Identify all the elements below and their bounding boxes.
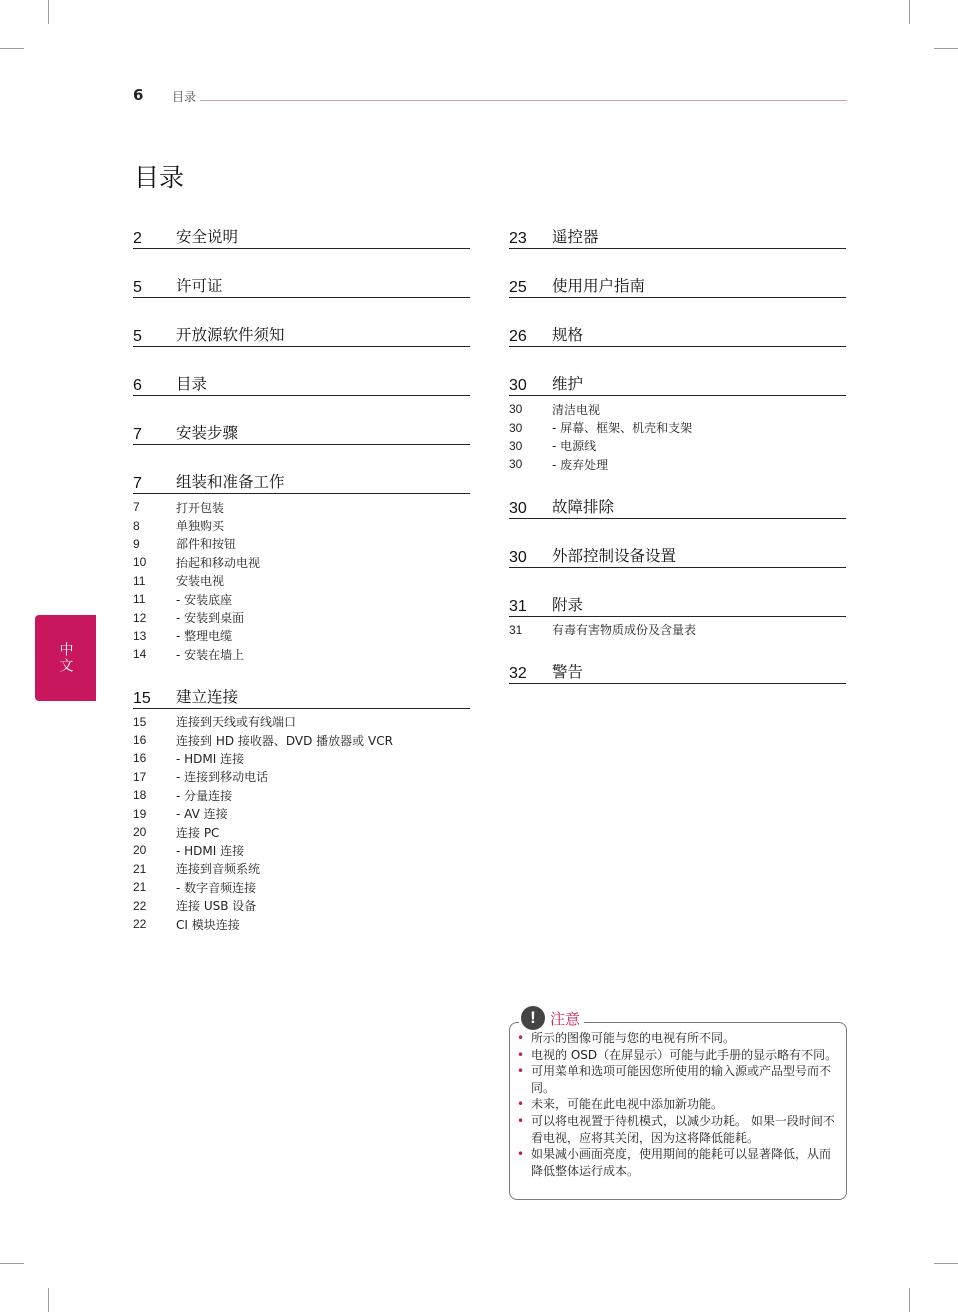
toc-sub-page: 17 <box>133 769 147 784</box>
crop-mark <box>0 1263 24 1264</box>
toc-heading-page: 30 <box>509 548 527 566</box>
toc-sub-title: - 整理电缆 <box>176 629 233 644</box>
note-item-text: 未来，可能在此电视中添加新功能。 <box>531 1097 724 1112</box>
toc-heading-title: 警告 <box>552 662 584 681</box>
toc-sub-item[interactable] <box>133 768 470 786</box>
toc-heading-title: 维护 <box>552 375 584 393</box>
toc-section <box>133 320 470 347</box>
toc-sub-page: 7 <box>133 500 140 515</box>
toc-heading[interactable] <box>509 590 846 617</box>
toc-sub-page: 10 <box>133 555 147 570</box>
toc-section <box>133 467 470 664</box>
language-side-tab-label: 中文 <box>57 642 74 674</box>
toc-sub-title: 抬起和移动电视 <box>176 555 261 570</box>
toc-section <box>133 369 470 396</box>
toc-heading-page: 31 <box>509 597 527 615</box>
note-item <box>516 1047 838 1064</box>
bullet-icon: • <box>517 1147 525 1162</box>
bullet-icon: • <box>517 1097 525 1112</box>
toc-sub-page: 16 <box>133 751 147 766</box>
toc-sub-page: 30 <box>509 457 523 472</box>
toc-section <box>133 682 470 934</box>
toc-heading-page: 6 <box>133 377 142 394</box>
toc-heading[interactable] <box>509 320 846 347</box>
toc-sub-list <box>133 713 470 934</box>
toc-heading[interactable] <box>509 492 846 519</box>
toc-section <box>509 222 846 249</box>
toc-sub-page: 8 <box>133 518 140 533</box>
toc-sub-item[interactable] <box>133 731 470 749</box>
toc-sub-item[interactable] <box>133 878 470 896</box>
toc-sub-title: - 安装在墙上 <box>176 647 245 662</box>
toc-sub-item[interactable] <box>133 590 470 608</box>
toc-sub-page: 31 <box>509 622 523 637</box>
toc-heading-page: 5 <box>133 328 142 345</box>
toc-heading[interactable] <box>133 369 470 396</box>
crop-mark <box>934 1263 958 1264</box>
toc-sub-page: 22 <box>133 917 147 931</box>
toc-heading[interactable] <box>133 320 470 347</box>
toc-heading-title: 附录 <box>552 595 584 614</box>
note-item-text: 电视的 OSD（在屏显示）可能与此手册的显示略有不同。 <box>531 1047 838 1062</box>
toc-heading-title: 外部控制设备设置 <box>552 546 677 565</box>
toc-sub-item[interactable] <box>133 516 470 534</box>
toc-heading[interactable] <box>133 682 470 709</box>
exclamation-icon: ! <box>521 1006 545 1030</box>
toc-sub-page: 16 <box>133 733 147 748</box>
toc-heading-page: 2 <box>133 230 142 247</box>
toc-sub-title: - HDMI 连接 <box>176 751 245 766</box>
note-item <box>516 1113 838 1146</box>
toc-section <box>509 590 846 639</box>
toc-sub-item[interactable] <box>133 553 470 571</box>
toc-heading-page: 23 <box>509 230 527 247</box>
toc-heading-title: 故障排除 <box>552 497 615 516</box>
toc-sub-title: 连接 USB 设备 <box>176 899 257 914</box>
toc-sub-title: - AV 连接 <box>176 807 228 822</box>
toc-sub-title: 有毒有害物质成份及含量表 <box>552 623 697 638</box>
toc-sub-title: 单独购买 <box>176 519 225 534</box>
toc-sub-page: 13 <box>133 628 147 643</box>
toc-heading-page: 5 <box>133 279 142 296</box>
toc-sub-title: - 电源线 <box>552 439 597 454</box>
toc-heading[interactable] <box>509 657 846 684</box>
toc-sub-item[interactable] <box>509 437 846 455</box>
toc-heading-title: 遥控器 <box>552 228 599 246</box>
toc-sub-title: 连接到音频系统 <box>176 862 261 877</box>
toc-heading[interactable] <box>133 222 470 249</box>
toc-sub-title: - 安装底座 <box>176 592 233 607</box>
toc-sub-item[interactable] <box>133 627 470 645</box>
toc-sub-item[interactable] <box>133 860 470 878</box>
toc-sub-item[interactable] <box>133 645 470 663</box>
toc-sub-page: 19 <box>133 806 147 821</box>
toc-sub-item[interactable] <box>133 572 470 590</box>
toc-sub-item[interactable] <box>509 400 846 418</box>
toc-sub-item[interactable] <box>133 823 470 841</box>
toc-sub-title: 部件和按钮 <box>176 537 237 552</box>
toc-heading[interactable] <box>509 271 846 298</box>
toc-sub-list <box>509 400 846 474</box>
toc-sub-page: 11 <box>133 573 146 588</box>
toc-heading[interactable] <box>509 222 846 249</box>
header-section-label: 目录 <box>172 90 197 104</box>
toc-sub-title: 清洁电视 <box>552 402 601 417</box>
bullet-icon: • <box>517 1047 525 1062</box>
toc-heading[interactable] <box>509 369 846 396</box>
note-title: 注意 <box>550 1009 581 1028</box>
toc-heading-title: 使用用户指南 <box>552 277 646 295</box>
crop-mark <box>48 0 49 24</box>
toc-sub-item[interactable] <box>509 455 846 473</box>
toc-sub-title: - 屏幕、框架、机壳和支架 <box>552 421 693 436</box>
toc-sub-item[interactable] <box>133 896 470 914</box>
toc-heading-title: 许可证 <box>176 277 223 295</box>
bullet-icon: • <box>517 1113 525 1128</box>
toc-section <box>133 271 470 298</box>
toc-heading-title: 建立连接 <box>176 687 239 706</box>
toc-sub-title: - HDMI 连接 <box>176 843 245 858</box>
crop-mark <box>0 48 24 49</box>
note-item-text: 所示的图像可能与您的电视有所不同。 <box>531 1031 736 1045</box>
toc-sub-page: 21 <box>133 861 147 876</box>
toc-sub-page: 21 <box>133 880 147 895</box>
toc-heading-page: 7 <box>133 475 142 492</box>
toc-sub-item[interactable] <box>133 749 470 767</box>
toc-section <box>509 271 846 298</box>
toc-section <box>509 492 846 519</box>
toc-sub-page: 30 <box>509 420 523 435</box>
crop-mark <box>909 0 910 24</box>
toc-heading-page: 7 <box>133 426 142 443</box>
toc-heading-page: 25 <box>509 279 527 296</box>
note-list <box>516 1030 838 1179</box>
toc-sub-page: 9 <box>133 536 140 551</box>
toc-sub-page: 18 <box>133 788 147 803</box>
bullet-icon: • <box>517 1031 525 1045</box>
toc-sub-title: - 废弃处理 <box>552 457 609 472</box>
header-page-number: 6 <box>133 86 144 104</box>
toc-sub-page: 20 <box>133 843 147 858</box>
toc-sub-title: - 连接到移动电话 <box>176 770 269 785</box>
toc-heading-title: 目录 <box>176 375 208 393</box>
toc-heading-page: 15 <box>133 689 151 707</box>
toc-sub-title: 连接到天线或有线端口 <box>176 715 297 730</box>
toc-sub-item[interactable] <box>133 786 470 804</box>
toc-sub-page: 12 <box>133 610 147 625</box>
toc-sub-page: 15 <box>133 714 147 729</box>
toc-sub-item[interactable] <box>133 841 470 859</box>
toc-heading[interactable] <box>133 418 470 445</box>
toc-section <box>509 657 846 684</box>
toc-sub-title: - 分量连接 <box>176 788 233 803</box>
note-item <box>516 1146 838 1179</box>
toc-heading-title: 组装和准备工作 <box>176 473 285 491</box>
toc-sub-title: - 数字音频连接 <box>176 880 257 895</box>
note-item <box>516 1063 838 1096</box>
toc-sub-title: 连接到 HD 接收器、DVD 播放器或 VCR <box>176 733 393 748</box>
toc-heading-title: 安装步骤 <box>176 424 239 442</box>
note-item-text: 如果减小画面亮度，使用期间的能耗可以显著降低，从而降低整体运行成本。 <box>531 1147 832 1178</box>
toc-sub-page: 22 <box>133 898 147 913</box>
page-title: 目录 <box>134 163 185 192</box>
note-item-text: 可用菜单和选项可能因您所使用的输入源或产品型号而不同。 <box>531 1064 832 1095</box>
bullet-icon: • <box>517 1064 525 1079</box>
toc-sub-title: 打开包装 <box>176 500 225 515</box>
note-header <box>519 1006 584 1030</box>
toc-sub-item[interactable] <box>133 713 470 731</box>
toc-sub-item[interactable] <box>133 535 470 553</box>
note-item <box>516 1096 838 1113</box>
toc-sub-page: 14 <box>133 647 147 662</box>
toc-heading-title: 规格 <box>552 326 584 344</box>
note-item <box>516 1030 838 1047</box>
toc-sub-item[interactable] <box>133 804 470 822</box>
toc-section <box>133 418 470 445</box>
toc-right-column <box>509 222 846 706</box>
crop-mark <box>909 1288 910 1312</box>
toc-sub-item[interactable] <box>133 498 470 516</box>
toc-heading-page: 30 <box>509 377 527 394</box>
toc-heading[interactable] <box>509 541 846 568</box>
toc-section <box>509 541 846 568</box>
toc-heading[interactable] <box>133 271 470 298</box>
toc-section <box>509 369 846 474</box>
language-side-tab <box>35 615 96 701</box>
toc-sub-title: 连接 PC <box>176 825 220 840</box>
crop-mark <box>48 1288 49 1312</box>
header-rule <box>200 100 847 101</box>
note-item-text: 可以将电视置于待机模式，以减少功耗。 如果一段时间不看电视，应将其关闭，因为这将降低能耗。 <box>531 1113 835 1145</box>
toc-sub-list <box>133 498 470 664</box>
toc-sub-page: 30 <box>509 402 523 417</box>
toc-sub-page: 11 <box>133 592 146 607</box>
toc-sub-title: - 安装到桌面 <box>176 611 245 626</box>
toc-sub-item[interactable] <box>509 621 846 639</box>
toc-heading-title: 开放源软件须知 <box>176 326 285 344</box>
toc-sub-title: CI 模块连接 <box>176 917 240 932</box>
toc-sub-item[interactable] <box>133 608 470 626</box>
toc-left-column <box>133 222 470 951</box>
toc-sub-page: 20 <box>133 825 147 840</box>
toc-heading-page: 30 <box>509 499 527 517</box>
crop-mark <box>934 48 958 49</box>
toc-heading-page: 32 <box>509 664 527 682</box>
toc-heading-title: 安全说明 <box>176 228 239 246</box>
toc-sub-list <box>509 621 846 639</box>
toc-sub-title: 安装电视 <box>176 574 225 589</box>
toc-section <box>133 222 470 249</box>
toc-sub-page: 30 <box>509 438 523 453</box>
toc-sub-item[interactable] <box>509 418 846 436</box>
toc-section <box>509 320 846 347</box>
toc-heading-page: 26 <box>509 328 527 345</box>
toc-heading[interactable] <box>133 467 470 494</box>
toc-sub-item[interactable] <box>133 915 470 933</box>
